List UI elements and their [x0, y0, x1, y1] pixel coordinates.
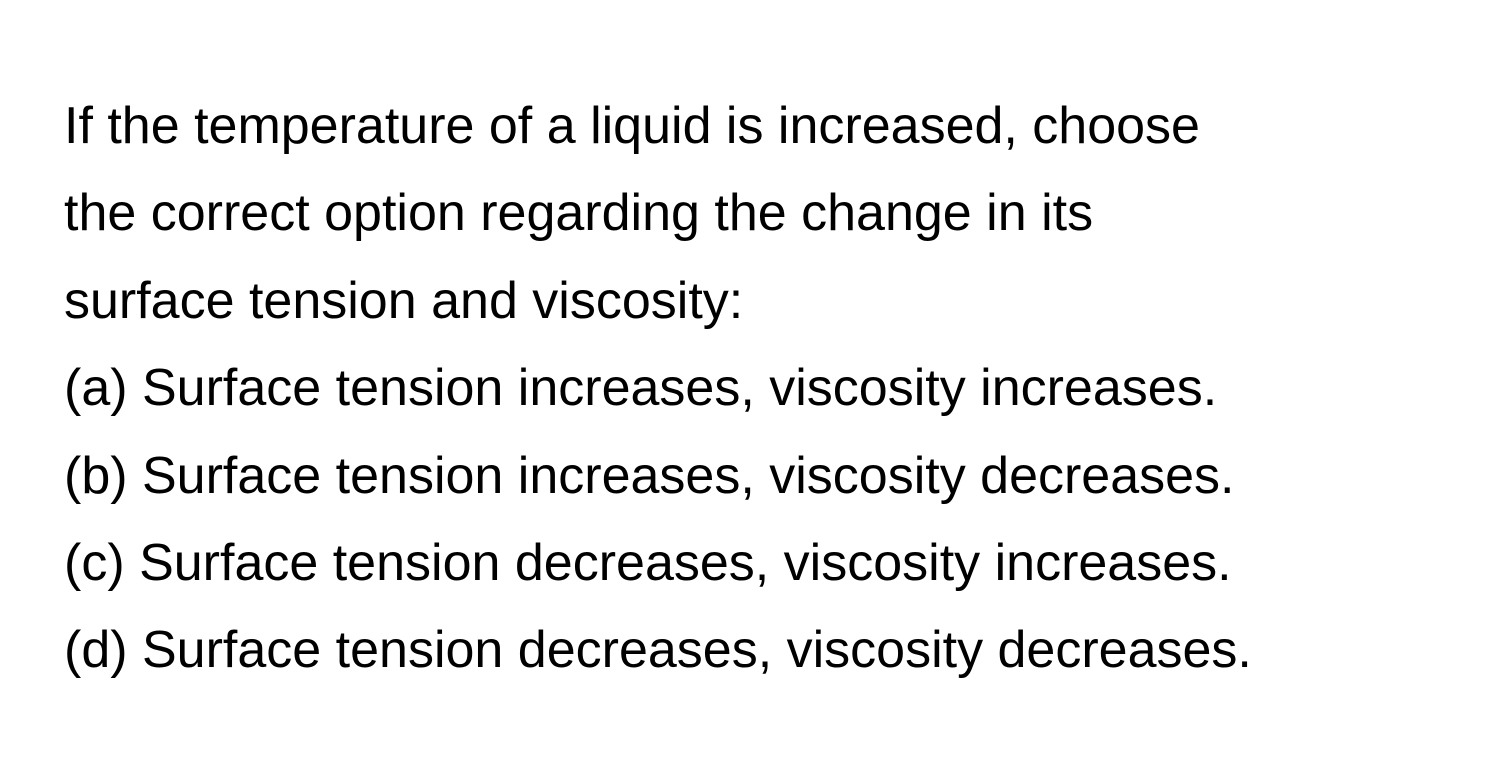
question-stem-line: the correct option regarding the change in its: [64, 184, 1094, 243]
option-a: (a) Surface tension increases, viscosity increases.: [64, 359, 1218, 418]
question-stem-line: surface tension and viscosity:: [64, 271, 744, 330]
option-d: (d) Surface tension decreases, viscosity decreases.: [64, 621, 1252, 680]
question-block: [64, 83, 1464, 695]
option-b: (b) Surface tension increases, viscosity decreases.: [64, 446, 1235, 505]
question-stem-line: If the temperature of a liquid is increased, choose: [64, 97, 1200, 155]
option-c: (c) Surface tension decreases, viscosity increases.: [64, 534, 1232, 593]
